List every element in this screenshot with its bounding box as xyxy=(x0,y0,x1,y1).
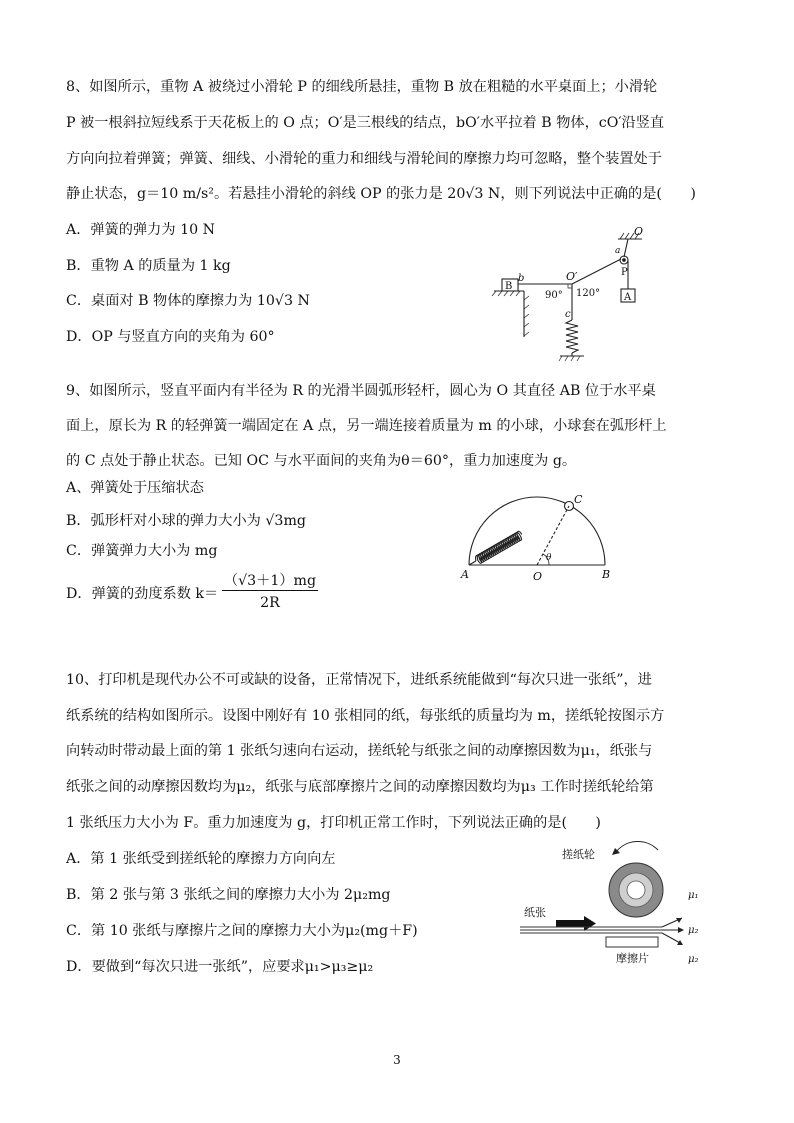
q10-line-4: 纸张之间的动摩擦因数均为μ₂，纸张与底部摩擦片之间的动摩擦因数均为μ₃ 工作时搓纸轮给第 xyxy=(66,779,654,795)
q8-label-c: c xyxy=(565,309,571,320)
q8-string-o2p xyxy=(572,259,621,284)
q10-option-a: A．第 1 张纸受到搓纸轮的摩擦力方向向左 xyxy=(66,851,336,867)
q9-line-2: 面上，原长为 R 的轻弹簧一端固定在 A 点，另一端连接着质量为 m 的小球，小球套在弧形杆上 xyxy=(66,418,667,434)
q8-option-a: A．弹簧的弹力为 10 N xyxy=(66,222,216,238)
page-number: 3 xyxy=(393,1053,401,1067)
q8-line-2: P 被一根斜拉短线系于天花板上的 O 点；O′是三根线的结点，bO′水平拉着 B 物体，cO′沿竖直 xyxy=(66,115,665,131)
q10-option-c: C．第 10 张纸与摩擦片之间的摩擦力大小为μ₂(mg＋F) xyxy=(66,923,418,939)
q8-option-b: B．重物 A 的质量为 1 kg xyxy=(66,258,231,274)
q10-label-paper: 纸张 xyxy=(524,906,546,919)
q10-label-roller: 搓纸轮 xyxy=(562,848,595,861)
q10-option-d: D．要做到“每次只进一张纸”，应要求μ₁>μ₃≥μ₂ xyxy=(66,959,374,975)
q8-label-a: a xyxy=(615,246,621,256)
q8-label-block-b: B xyxy=(505,281,513,292)
q10-feed-arrow xyxy=(556,920,586,927)
q8-spring xyxy=(566,320,578,353)
q10-label-mu2-lower: μ₂ xyxy=(688,954,699,965)
q8-label-120: 120° xyxy=(576,288,601,299)
q10-line-3: 向转动时带动最上面的第 1 张纸匀速向右运动，搓纸轮与纸张之间的动摩擦因数为μ₁，纸张与 xyxy=(66,743,653,759)
q9-label-a: A xyxy=(461,568,469,581)
q9-option-b: B．弧形杆对小球的弹力大小为 √3mg xyxy=(66,513,306,529)
q8-line-4: 静止状态，g＝10 m/s²。若悬挂小滑轮的斜线 OP 的张力是 20√3 N，则下列说法中正确的是( ) xyxy=(66,186,696,202)
q8-label-90: 90° xyxy=(545,290,563,301)
q10-option-b: B．第 2 张与第 3 张纸之间的摩擦力大小为 2μ₂mg xyxy=(66,887,391,903)
q8-option-c: C．桌面对 B 物体的摩擦力为 10√3 N xyxy=(66,293,310,309)
q9-option-a: A、弹簧处于压缩状态 xyxy=(66,480,204,496)
q9-line-1: 9、如图所示，竖直平面内有半径为 R 的光滑半圆弧形轻杆，圆心为 O 其直径 AB 位于水平桌 xyxy=(66,383,656,399)
q9-option-d-prefix: D．弹簧的劲度系数 k＝ xyxy=(66,586,219,602)
q8-figure xyxy=(488,225,664,365)
q9-label-theta: θ xyxy=(546,553,552,563)
q10-line-1: 10、打印机是现代办公不可或缺的设备，正常情况下，进纸系统能做到“每次只进一张纸”，进 xyxy=(66,672,652,688)
q10-label-mu1: μ₁ xyxy=(688,890,699,901)
q10-figure xyxy=(512,836,716,972)
q9-label-b: B xyxy=(602,568,611,581)
q9-line-3: 的 C 点处于静止状态。已知 OC 与水平面间的夹角为θ＝60°，重力加速度为 g。 xyxy=(66,453,577,469)
q8-label-o-prime: O′ xyxy=(566,270,578,283)
q10-label-pad: 摩擦片 xyxy=(616,952,649,965)
q8-line-3: 方向向拉着弹簧；弹簧、细线、小滑轮的重力和细线与滑轮间的摩擦力均可忽略，整个装置处于 xyxy=(66,151,662,167)
q10-rotation-arrow xyxy=(616,841,658,852)
q9-option-d-denominator: 2R xyxy=(260,595,280,611)
q10-friction-pad xyxy=(606,937,658,947)
q10-line-5: 1 张纸压力大小为 F。重力加速度为 g，打印机正常工作时，下列说法正确的是( ) xyxy=(66,815,601,831)
q9-option-c: C．弹簧弹力大小为 mg xyxy=(66,543,218,559)
q9-radius-oc xyxy=(537,506,569,565)
q9-figure xyxy=(456,494,616,586)
q10-label-mu2: μ₂ xyxy=(688,925,699,936)
q9-option-d-numerator: （√3＋1）mg xyxy=(223,573,317,589)
q8-label-o: O xyxy=(634,225,644,238)
q8-option-d: D．OP 与竖直方向的夹角为 60° xyxy=(66,329,275,345)
q9-label-o: O xyxy=(533,570,543,583)
q10-line-2: 纸系统的结构如图所示。设图中刚好有 10 张相同的纸，每张纸的质量均为 m，搓纸轮按图示方 xyxy=(66,708,665,724)
q9-label-c: C xyxy=(574,494,583,506)
q8-string-op xyxy=(624,239,628,257)
q8-label-block-a: A xyxy=(624,292,632,303)
q8-line-1: 8、如图所示，重物 A 被绕过小滑轮 P 的细线所悬挂，重物 B 放在粗糙的水平桌面上；小滑轮 xyxy=(66,79,658,95)
q8-label-p: P xyxy=(621,267,628,278)
q8-label-b: b xyxy=(518,273,525,284)
